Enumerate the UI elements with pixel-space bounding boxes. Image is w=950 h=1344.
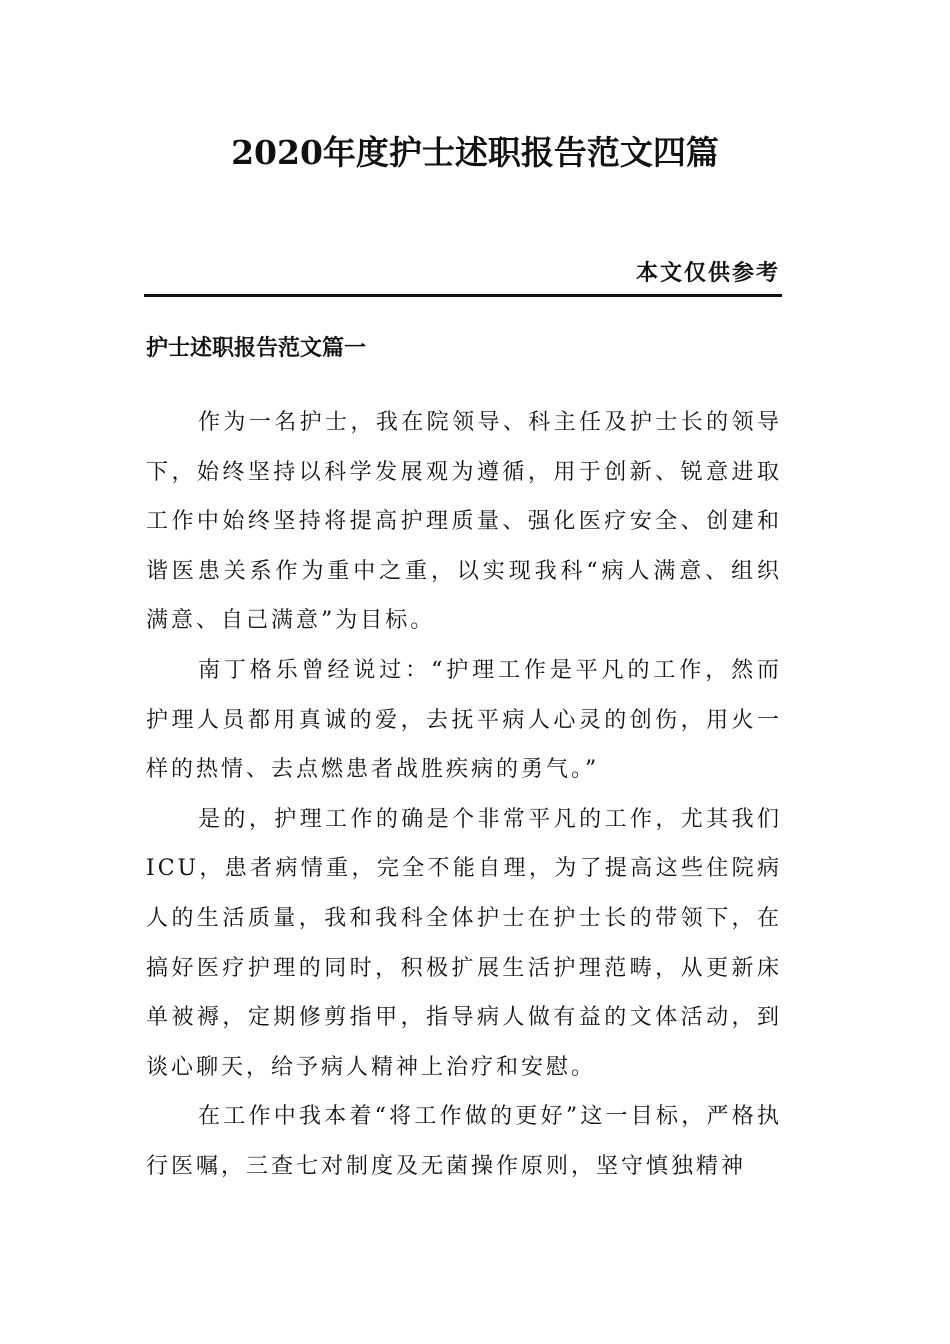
body-text bbox=[146, 398, 782, 1192]
paragraph: 南丁格乐曾经说过：“护理工作是平凡的工作，然而护理人员都用真诚的爱，去抚平病人心灵的创伤，用火一样的热情、去点燃患者战胜疾病的勇气。” bbox=[146, 657, 782, 783]
paragraph: 是的，护理工作的确是个非常平凡的工作，尤其我们ICU，患者病情重，完全不能自理，为了提高这些住院病人的生活质量，我和我科全体护士在护士长的带领下，在搞好医疗护理的同时，积极扩展生活护理范畴，从更新床单被褥，定期修剪指甲，指导病人做有益的文体活动，到谈心聊天，给予病人精神上治疗和安慰。 bbox=[146, 806, 782, 1080]
paragraph: 在工作中我本着“将工作做的更好”这一目标，严格执行医嘱，三查七对制度及无菌操作原则，坚守慎独精神 bbox=[146, 1104, 782, 1179]
header-divider bbox=[144, 294, 782, 297]
section-heading: 护士述职报告范文篇一 bbox=[146, 335, 367, 361]
document-title: 2020年度护士述职报告范文四篇 bbox=[231, 133, 719, 172]
reference-note: 本文仅供参考 bbox=[635, 260, 780, 286]
paragraph: 作为一名护士，我在院领导、科主任及护士长的领导下，始终坚持以科学发展观为遵循，用于创新、锐意进取工作中始终坚持将提高护理质量、强化医疗安全、创建和谐医患关系作为重中之重，以实现我科“病人满意、组织满意、自己满意”为目标。 bbox=[146, 410, 782, 634]
